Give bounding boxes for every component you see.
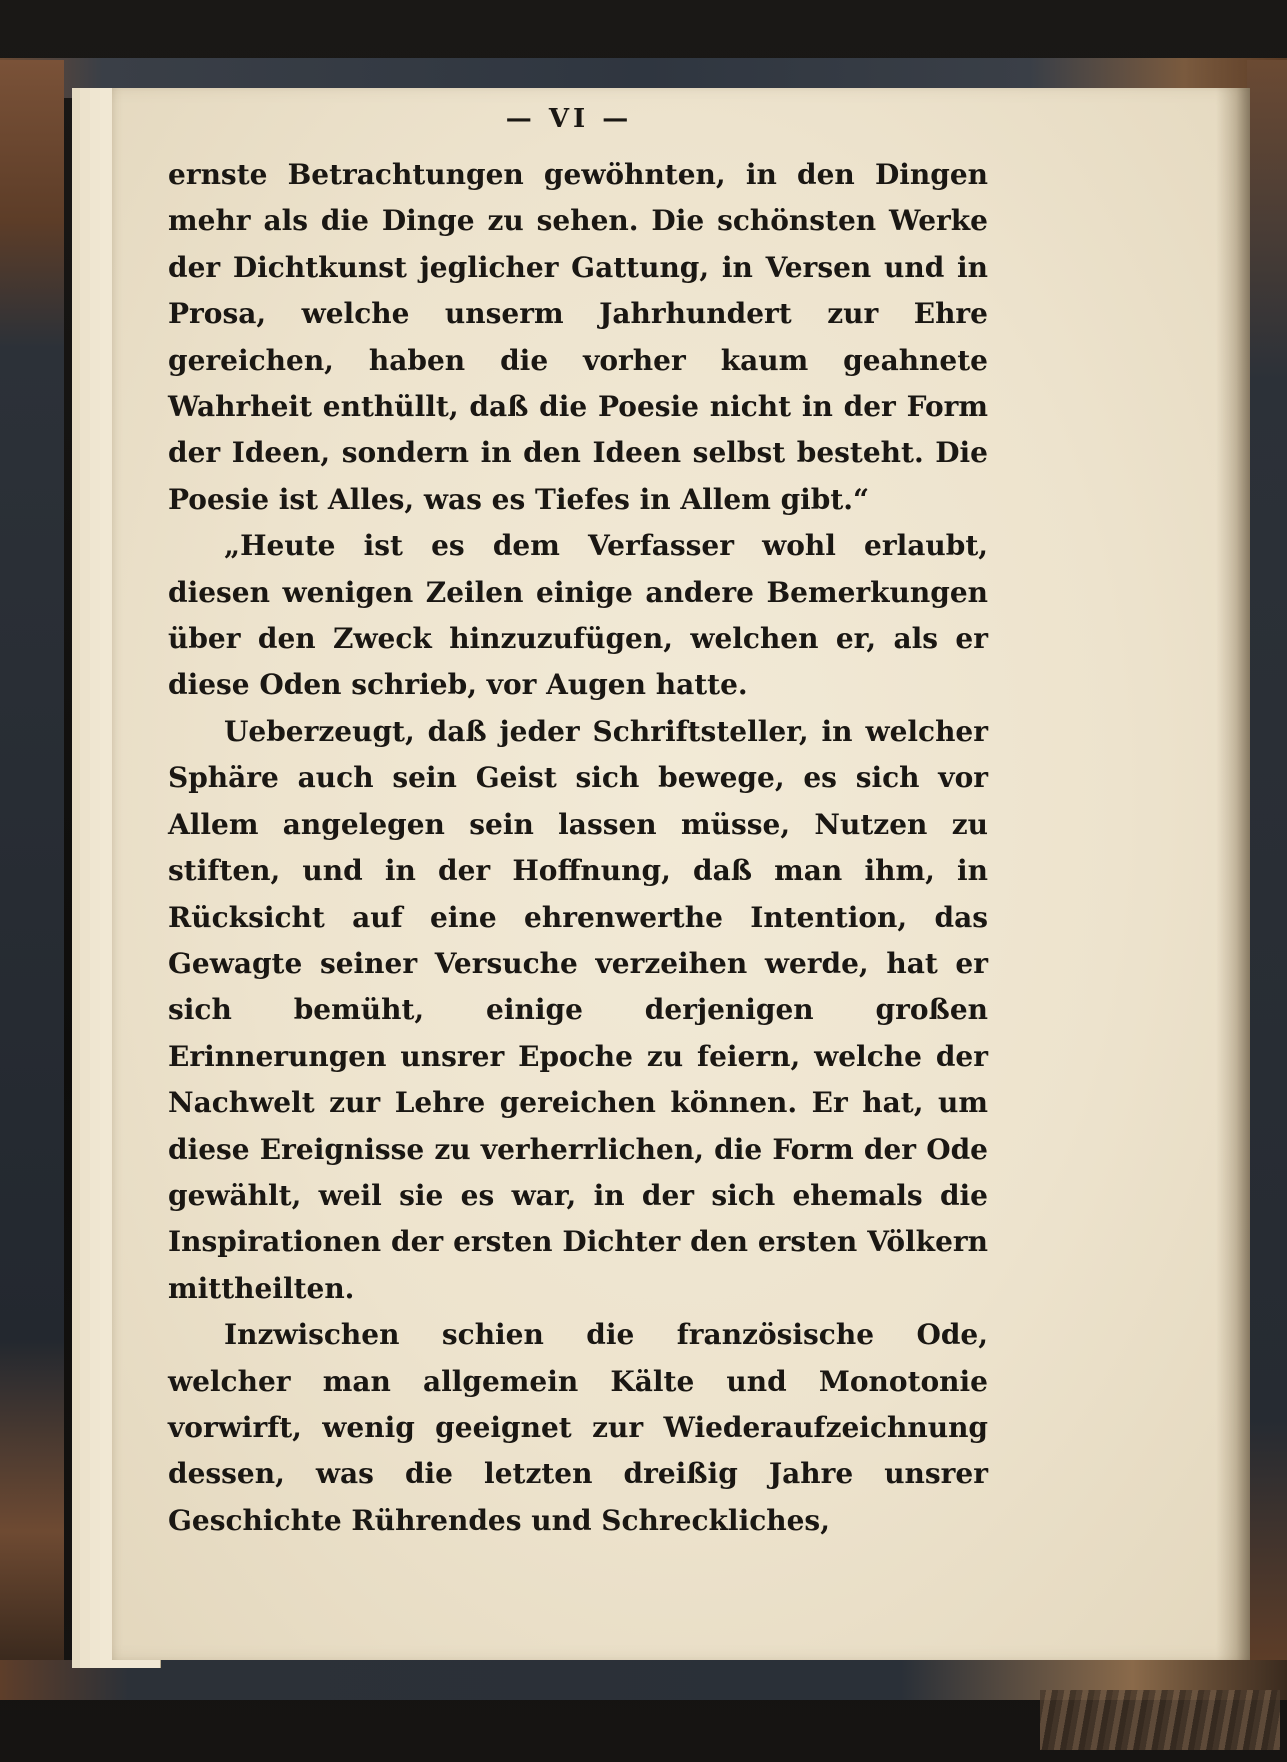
page-gutter-shadow xyxy=(1216,88,1250,1660)
paragraph: Ueberzeugt, daß jeder Schriftsteller, in welcher Sphäre auch sein Geist sich bewege, es sich vor Allem angelegen sein lassen müsse, Nutzen zu stiften, und in der Hoffnung, daß man ihm, in Rücksicht auf eine ehrenwerthe Intention, das Gewagte seiner Versuche verzeihen werde, hat er sich bemüht, einige derjenigen großen Erinnerungen unsrer Epoche zu feiern, welche der Nachwelt zur Lehre gereichen können. Er hat, um diese Ereignisse zu verherrlichen, die Form der Ode gewählt, weil sie es war, in der sich ehemals die Inspirationen der ersten Dichter den ersten Völkern mittheilten. xyxy=(168,714,988,1305)
page-body-text xyxy=(168,152,988,1544)
bookmark-ribbon xyxy=(1040,1690,1280,1750)
book-cover-left xyxy=(0,60,64,1660)
page-number: — VI — xyxy=(505,104,633,134)
paragraph: Inzwischen schien die französische Ode, welcher man allgemein Kälte und Monotonie vorwirft, wenig geeignet zur Wiederaufzeichnung dessen, was die letzten dreißig Jahre unsrer Geschichte Rührendes und Schreckliches, xyxy=(168,1318,988,1537)
paragraph: ernste Betrachtungen gewöhnten, in den Dingen mehr als die Dinge zu sehen. Die schönsten Werke der Dichtkunst jeglicher Gattung, in Versen und in Prosa, welche unserm Jahrhundert zur Ehre gereichen, haben die vorher kaum geahnete Wahrheit enthüllt, daß die Poesie nicht in der Form der Ideen, sondern in den Ideen selbst besteht. Die Poesie ist Alles, was es Tiefes in Allem gibt.“ xyxy=(168,158,988,516)
paragraph: „Heute ist es dem Verfasser wohl erlaubt, diesen wenigen Zeilen einige andere Bemerkungen über den Zweck hinzuzufügen, welchen er, als er diese Oden schrieb, vor Augen hatte. xyxy=(168,529,988,702)
book-cover-right xyxy=(1247,60,1287,1660)
